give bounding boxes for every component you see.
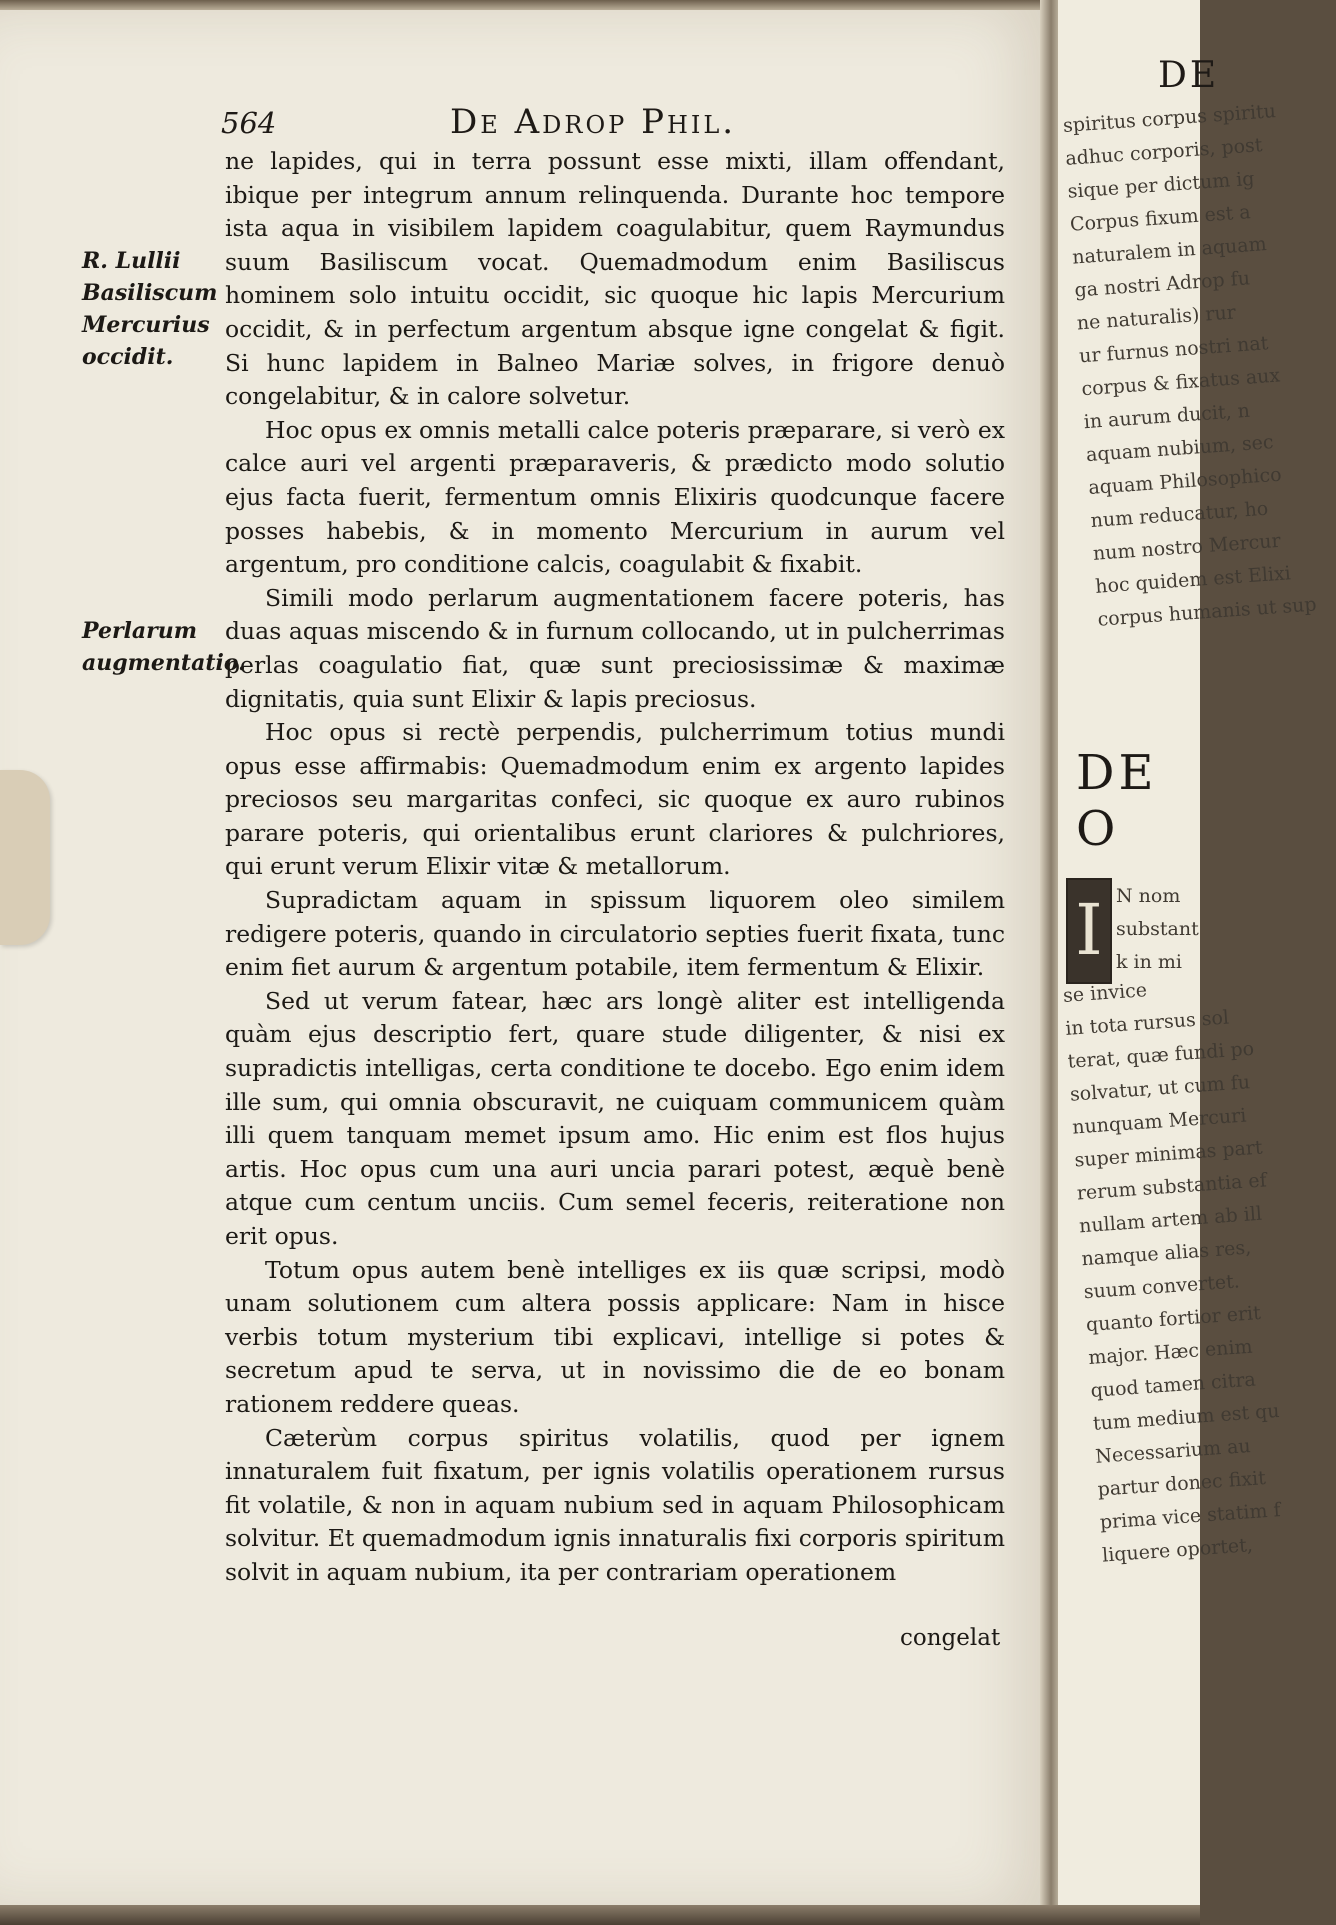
facing-text-line: in aurum ducit, n bbox=[1083, 399, 1251, 434]
facing-text-line: nullam artem ab ill bbox=[1078, 1202, 1263, 1238]
facing-text-line: Necessarium au bbox=[1094, 1435, 1252, 1468]
facing-running-head: DE bbox=[1158, 55, 1220, 96]
facing-text-line: sique per dictum ig bbox=[1066, 167, 1256, 203]
facing-text-line: prima vice statim f bbox=[1099, 1499, 1282, 1534]
facing-text-line: aquam nubium, sec bbox=[1085, 431, 1275, 467]
facing-text-line: Corpus fixum est a bbox=[1069, 201, 1252, 236]
facing-text-line: in tota rursus sol bbox=[1064, 1006, 1230, 1040]
facing-text-line: nunquam Mercuri bbox=[1071, 1104, 1247, 1139]
facing-text-line: k in mi bbox=[1116, 951, 1182, 973]
facing-text-line: se invice bbox=[1062, 979, 1148, 1007]
paragraph: Simili modo perlarum augmentationem facere poteris, has duas aquas miscendo & in furnum collocando, ut in pulcherrimas perlas coagulatio fiat, quæ sunt preciosissimæ & maximæ dignitatis, quia sunt Elixir & lapis preciosus. bbox=[225, 583, 1005, 713]
facing-text-line: solvatur, ut cum fu bbox=[1069, 1071, 1251, 1106]
facing-text-line: naturalem in aquam bbox=[1071, 233, 1268, 269]
facing-text-line: corpus humanis ut sup bbox=[1096, 593, 1318, 631]
main-text-block bbox=[225, 145, 1005, 1590]
page-header bbox=[215, 102, 1015, 142]
margin-note-lullius: R. Lullii Basiliscum Mercurius occidit. bbox=[82, 248, 218, 370]
paragraph: Cæterùm corpus spiritus volatilis, quod per ignem innaturalem fuit fixatum, per ignis volatilis operationem rursus fit volatile, & non in aquam nubium sed in aquam Philosophicam solvitur. Et quemadmodum ignis innaturalis fixi corporis spiritum solvit in aquam nubium, ita per contrariam operationem bbox=[225, 1423, 1005, 1586]
facing-text-line: substant bbox=[1116, 918, 1199, 940]
top-page-edge bbox=[0, 0, 1058, 10]
page-number: 564 bbox=[221, 106, 277, 140]
running-head: De Adrop Phil. bbox=[450, 102, 737, 142]
bottom-page-edge bbox=[0, 1905, 1200, 1925]
facing-text-line: namque alias res, bbox=[1080, 1236, 1252, 1271]
facing-text-line: hoc quidem est Elixi bbox=[1094, 562, 1292, 598]
facing-initial-lines bbox=[1116, 880, 1336, 979]
facing-text-line: suum convertet. bbox=[1083, 1270, 1241, 1304]
paragraph: Hoc opus si rectè perpendis, pulcherrimum totius mundi opus esse affirmabis: Quemadmodum enim ex argento lapides preciosos seu margaritas confeci, sic quoque ex auro rubinos parare poteris, qui orientalibus erunt clariores & pulchriores, qui erunt verum Elixir vitæ & metallorum. bbox=[225, 718, 1005, 881]
facing-text-line: super minimas part bbox=[1073, 1136, 1264, 1172]
paragraph: Supradictam aquam in spissum liquorem oleo similem redigere poteris, quando in circulatorio septies fuerit fixata, tunc enim fiet aurum & argentum potabile, item fermentum & Elixir. bbox=[225, 886, 1005, 982]
facing-text-line: adhuc corporis, post bbox=[1064, 134, 1264, 170]
facing-text-line: num nostro Mercur bbox=[1092, 529, 1282, 565]
facing-lower-text bbox=[1062, 965, 1323, 1573]
facing-upper-text bbox=[1062, 95, 1318, 637]
catchword: congelat bbox=[900, 1625, 1001, 1651]
paragraph: ne lapides, qui in terra possunt esse mixti, illam offendant, ibique per integrum annum relinquenda. Durante hoc tempore ista aqua in visibilem lapidem coagulabitur, quem Raymundus suum Basiliscum vocat. Quemadmodum enim Basiliscus hominem solo intuitu occidit, sic quoque hic lapis Mercurium occidit, & in perfectum argentum absque igne congelat & figit. Si hunc lapidem in Balneo Mariæ solves, in frigore denuò congelabitur, & in calore solvetur. bbox=[225, 147, 1005, 411]
facing-text-line: rerum substantia ef bbox=[1076, 1169, 1268, 1205]
facing-text-line: N nom bbox=[1116, 885, 1181, 907]
facing-text-line: partur donec fixit bbox=[1096, 1467, 1267, 1501]
facing-section-heading: DE O bbox=[1076, 745, 1158, 857]
paragraph: Hoc opus ex omnis metalli calce poteris præparare, si verò ex calce auri vel argenti præparaveris, & prædicto modo solutio ejus facta fuerit, fermentum omnis Elixiris quodcunque facere posses habebis, & in momento Mercurium in aurum vel argentum, pro conditione calcis, coagulabit & fixabit. bbox=[225, 415, 1005, 579]
facing-text-line: quanto fortior erit bbox=[1085, 1301, 1262, 1337]
facing-text-line: spiritus corpus spiritu bbox=[1062, 100, 1277, 137]
facing-text-line: tum medium est qu bbox=[1092, 1399, 1281, 1435]
paragraph: Sed ut verum fatear, hæc ars longè aliter est intelligenda quàm ejus descriptio fert, quare stude diligenter, & nisi ex supradictis intelligas, certa conditione te docebo. Ego enim idem ille sum, qui omnia obscuravit, ne cuiquam communicem quàm illi quem tanquam memet ipsum amo. Hic enim est flos hujus artis. Hoc opus cum una auri uncia parari potest, æquè benè atque cum centum unciis. Cum semel feceris, reiteratione non erit opus. bbox=[225, 986, 1005, 1250]
margin-note-perlarum: Perlarum augmentatio. bbox=[82, 618, 246, 676]
facing-text-line: num reducatur, ho bbox=[1089, 497, 1269, 532]
decorated-initial: I bbox=[1066, 878, 1112, 984]
facing-text-line: liquere oportet, bbox=[1101, 1534, 1254, 1567]
facing-text-line: aquam Philosophico bbox=[1087, 463, 1283, 500]
facing-page bbox=[1058, 0, 1318, 1925]
facing-text-line: corpus & fixatus aux bbox=[1080, 364, 1281, 401]
facing-text-line: ur furnus nostri nat bbox=[1078, 332, 1269, 368]
facing-text-line: quod tamen citra bbox=[1089, 1368, 1257, 1402]
paper-bookmark-tab bbox=[0, 770, 50, 945]
facing-text-line: major. Hæc enim bbox=[1087, 1335, 1254, 1370]
facing-text-line: ga nostri Adrop fu bbox=[1073, 267, 1251, 302]
facing-text-line: ne naturalis) rur bbox=[1076, 301, 1237, 335]
paragraph: Totum opus autem benè intelliges ex iis quæ scripsi, modò unam solutionem cum altera possis applicare: Nam in hisce verbis totum mysterium tibi explicavi, intellige si potes & secretum apud te serva, ut in novissimo die de eo bonam rationem reddere queas. bbox=[225, 1255, 1005, 1418]
facing-text-line: terat, quæ fundi po bbox=[1066, 1037, 1255, 1073]
